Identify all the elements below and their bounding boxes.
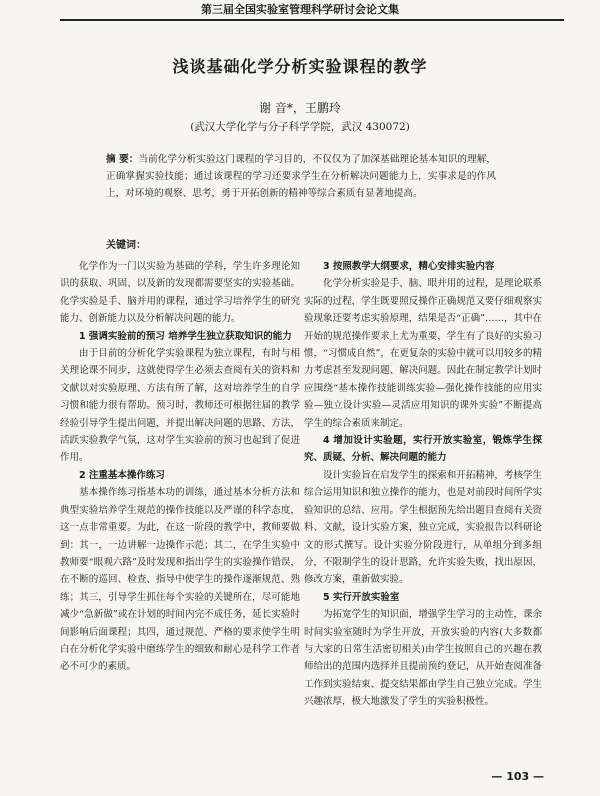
header-rule bbox=[60, 19, 564, 21]
abstract-text: 当前化学分析实验这门课程的学习目的，不仅仅为了加深基础理论基本知识的理解，正确掌握实验技能；通过该课程的学习还要求学生在分析解决问题能力上，实事求是的作风上，对环境的观察、思考，勇于开拓创新的精神等综合素质有显著地提高。 bbox=[106, 154, 497, 199]
paragraph: 由于目前的分析化学实验课程为独立课程，有时与相关理论课不同步，这就使得学生必须去查阅有关的资料和文献以对实验原理、方法有所了解，这对培养学生的自学习惯和能力很有帮助。预习时，教师还可根据往届的教学经验引导学生提出问题，并提出解决问题的思路、方法，活跃实验教学气氛，这对学生实验前的预习也起到了促进作用。 bbox=[60, 348, 300, 464]
body-column-left bbox=[60, 258, 300, 676]
page-number: — 103 — bbox=[491, 770, 544, 783]
section-heading: 1 强调实验前的预习 培养学生独立获取知识的能力 bbox=[79, 330, 292, 342]
section-heading: 2 注重基本操作练习 bbox=[79, 469, 165, 481]
article-authors: 谢 音*，王鹏玲 bbox=[259, 101, 341, 115]
abstract bbox=[106, 151, 496, 202]
paragraph: 为拓宽学生的知识面，增强学生学习的主动性，课余时间实验室随时为学生开放，开放实验的内容(大多数都与大家的日常生活密切相关)由学生按照自己的兴趣在教师给出的范围内选择并且提前预约登记，从开始查阅准备工作到实验结束、提交结果都由学生自己独立完成。学生兴趣浓厚，极大地激发了学生的实验积极性。 bbox=[304, 609, 542, 708]
section-heading: 3 按照教学大纲要求，精心安排实验内容 bbox=[323, 261, 495, 272]
running-title: 第三届全国实验室管理科学研讨会论文集 bbox=[201, 3, 399, 16]
body-column-right bbox=[304, 258, 542, 711]
abstract-label: 摘 要： bbox=[106, 154, 139, 165]
article-affiliation: (武汉大学化学与分子科学学院，武汉 430072) bbox=[190, 121, 410, 133]
section-heading: 4 增加设计实验题，实行开放实验室，锻炼学生探究、质疑、分析、解决问题的能力 bbox=[304, 435, 542, 464]
article-title: 浅谈基础化学分析实验课程的教学 bbox=[172, 57, 428, 76]
paragraph: 基本操作练习指基本功的训练，通过基本分析方法和典型实验培养学生规范的操作技能以及严谨的科学态度，这一点非常重要。为此，在这一阶段的教学中，教师要做到：其一，一边讲解一边操作示范；其二，在学生实验中教师要“眼观六路”及时发现和指出学生的实验操作错误，在不断的巡回、检查、指导中使学生的操作逐渐规范、熟练；其三，引导学生抓住每个实验的关键所在，尽可能地减少“急新做”或在计划的时间内完不成任务，延长实验时间影响后面课程；其四，通过规范、严格的要求使学生明白在分析化学实验中磨练学生的细致和耐心是科学工作者必不可少的素质。 bbox=[60, 487, 300, 673]
keywords-label: 关键词： bbox=[106, 240, 146, 251]
running-header bbox=[0, 0, 600, 26]
paragraph: 化学作为一门以实验为基础的学科，学生许多理论知识的获取、巩固、以及新的发现都需要坚实的实验基础。化学实验是手、脑并用的课程，通过学习培养学生的研究能力、创新能力以及分析解决问题的能力。 bbox=[60, 261, 300, 325]
paragraph: 设计实验旨在启发学生的探索和开拓精神，考核学生综合运用知识和独立操作的能力，也是对前段时间所学实验知识的总结、应用。学生根据预先给出题目查阅有关资料、文献，设计实验方案，独立完成，实验报告以科研论文的形式撰写。设计实验分阶段进行，从单组分到多组分，不限制学生的设计思路，允许实验失败，找出原因，修改方案，重新做实验。 bbox=[304, 469, 542, 586]
section-heading: 5 实行开放实验室 bbox=[323, 591, 400, 603]
paragraph: 化学分析实验是手、脑、眼并用的过程，是理论联系实际的过程，学生既要照反操作正确规范又要仔细观察实验现象还要考虑实验原理，结果是否“正确”……，其中在开始的规范操作要求上尤为重要，学生有了良好的实验习惯，“习惯成自然”，在更复杂的实验中就可以用较多的精力考虑甚至发现问题、解决问题。因此在制定教学计划时应围绕“基本操作技能训练实验—强化操作技能的应用实验—独立设计实验—灵活应用知识的课外实验”不断提高学生的综合素质来制定。 bbox=[304, 278, 542, 429]
